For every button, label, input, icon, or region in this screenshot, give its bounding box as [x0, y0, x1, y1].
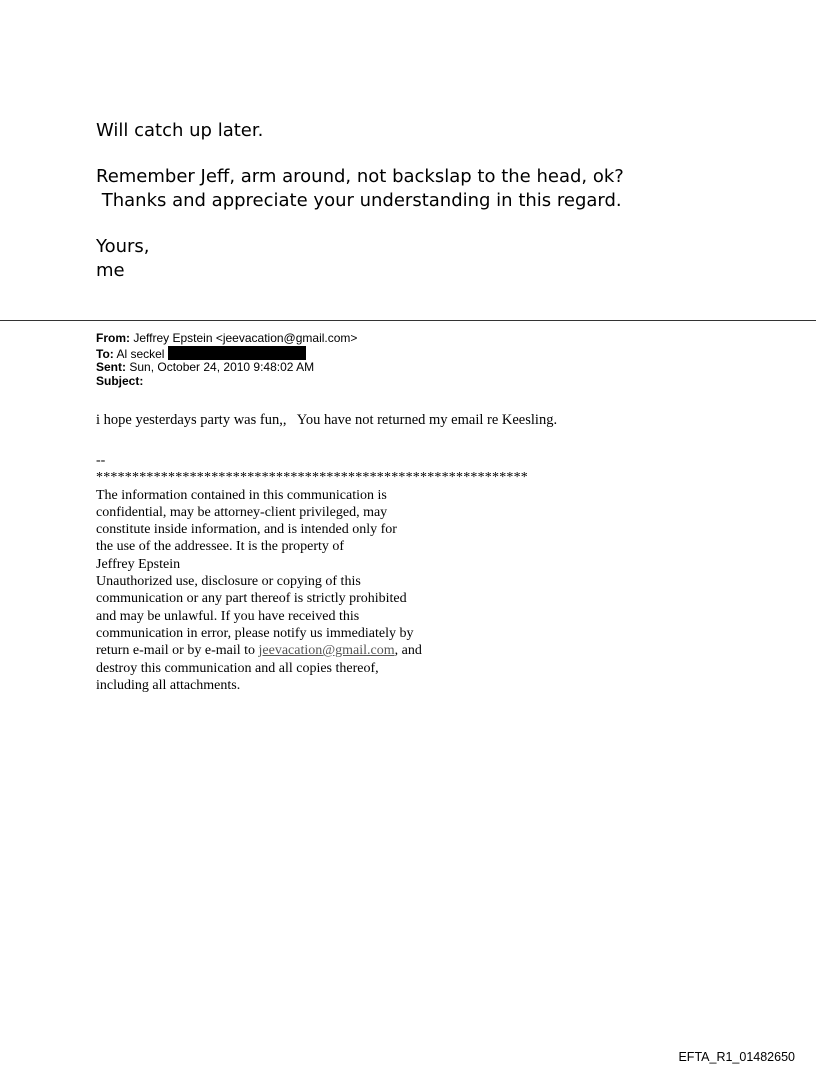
- reply-line: me: [96, 260, 125, 281]
- message-body: i hope yesterdays party was fun,, You have not returned my email re Keesling.: [96, 412, 558, 428]
- disclaimer-return-line: [96, 642, 528, 659]
- sent-row: [96, 361, 357, 375]
- disclaimer-line: including all attachments.: [96, 677, 241, 693]
- document-id: EFTA_R1_01482650: [678, 1050, 795, 1064]
- to-value: Al seckel: [116, 346, 165, 361]
- disclaimer-line: The information contained in this communication is: [96, 487, 387, 503]
- disclaimer-line: communication in error, please notify us immediately by: [96, 625, 414, 641]
- to-row: [96, 346, 357, 362]
- from-value: Jeffrey Epstein <jeevacation@gmail.com>: [133, 331, 358, 345]
- email-link[interactable]: jeevacation@gmail.com: [258, 643, 395, 659]
- from-label: From:: [96, 331, 130, 345]
- signature-disclaimer: [96, 452, 528, 694]
- disclaimer-line: confidential, may be attorney-client privileged, may: [96, 504, 388, 520]
- reply-line: Will catch up later.: [96, 120, 264, 141]
- reply-text: [96, 119, 796, 283]
- to-label: To:: [96, 346, 114, 361]
- disclaimer-line: and may be unlawful. If you have received this: [96, 608, 360, 624]
- reply-line: Remember Jeff, arm around, not backslap to the head, ok?: [96, 166, 624, 187]
- quote-divider: [0, 320, 816, 321]
- subject-row: [96, 375, 357, 389]
- redaction-box: [168, 346, 306, 360]
- disclaimer-line: destroy this communication and all copies thereof,: [96, 660, 379, 676]
- signature-stars: ************************************************************: [96, 470, 528, 486]
- reply-line: Thanks and appreciate your understanding in this regard.: [96, 190, 622, 211]
- subject-label: Subject:: [96, 373, 144, 388]
- disclaimer-line: communication or any part thereof is strictly prohibited: [96, 591, 407, 607]
- disclaimer-line: constitute inside information, and is intended only for: [96, 522, 397, 538]
- disclaimer-line: Unauthorized use, disclosure or copying of this: [96, 574, 361, 590]
- return-suffix: , and: [394, 643, 422, 659]
- return-prefix: return e-mail or by e-mail to: [96, 643, 259, 659]
- sent-value: Sun, October 24, 2010 9:48:02 AM: [129, 360, 315, 374]
- reply-line: Yours,: [96, 236, 150, 257]
- disclaimer-line: the use of the addressee. It is the property of: [96, 539, 345, 555]
- disclaimer-line: Jeffrey Epstein: [96, 556, 181, 572]
- from-row: [96, 332, 357, 346]
- signature-dashes: --: [96, 453, 106, 468]
- email-headers: [96, 332, 357, 388]
- sent-label: Sent:: [96, 360, 126, 374]
